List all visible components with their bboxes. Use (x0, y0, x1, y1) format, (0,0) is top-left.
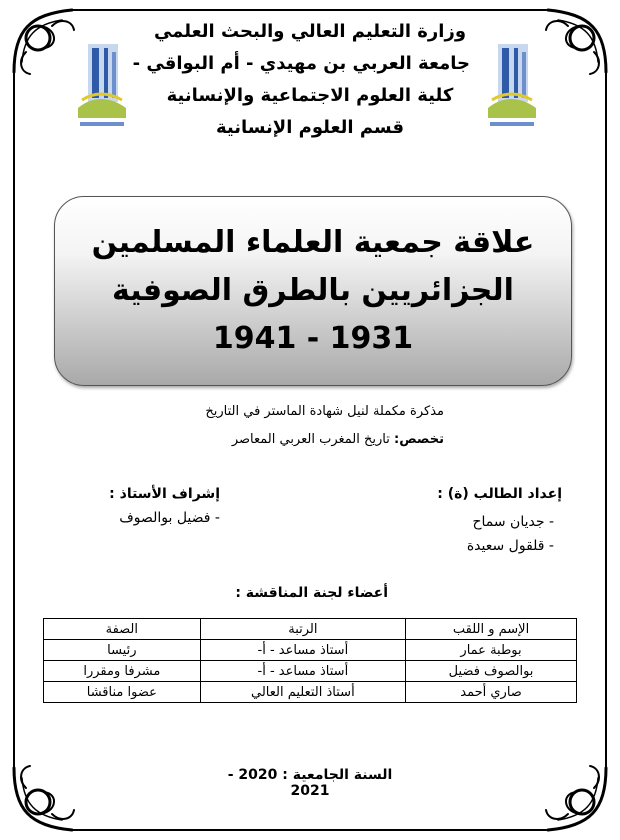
institution-header (132, 16, 470, 144)
table-row (44, 640, 577, 661)
member-rank: أستاذ مساعد - أ- (200, 640, 405, 661)
table-header-row (44, 619, 577, 640)
table-row (44, 661, 577, 682)
supervisor-name: - فضيل بوالصوف (119, 510, 220, 526)
thesis-title-box (54, 196, 572, 386)
table-row (44, 682, 577, 703)
specialization-value: تاريخ المغرب العربي المعاصر (231, 432, 390, 447)
university-logo-right (484, 38, 540, 136)
thesis-title: علاقة جمعية العلماء المسلمين الجزائريين بالطرق الصوفية 1931 - 1941 (91, 225, 535, 356)
university-logo-left (74, 38, 130, 136)
students-heading: إعداد الطالب (ة) : (437, 486, 562, 502)
column-header-rank: الرتبة (200, 619, 405, 640)
specialization (232, 432, 444, 447)
university-name: جامعة العربي بن مهيدي - أم البواقي - (132, 53, 470, 74)
student-name: - قلقول سعيدة (466, 538, 554, 554)
column-header-name: الإسم و اللقب (406, 619, 577, 640)
ministry-name: وزارة التعليم العالي والبحث العلمي (153, 21, 467, 42)
academic-year: السنة الجامعية : 2020 - 2021 (227, 767, 393, 799)
member-name: صاري أحمد (406, 682, 577, 703)
committee-heading: أعضاء لجنة المناقشة : (235, 585, 388, 601)
member-rank: أستاذ مساعد - أ- (200, 661, 405, 682)
committee-table (43, 618, 577, 703)
member-name: بوالصوف فضيل (406, 661, 577, 682)
student-name: - جديان سماح (472, 514, 554, 530)
member-name: بوطبة عمار (406, 640, 577, 661)
member-role: مشرفا ومقررا (44, 661, 201, 682)
supervisor-heading: إشراف الأستاذ : (109, 486, 220, 502)
specialization-label: تخصص: (394, 432, 444, 447)
member-rank: أستاذ التعليم العالي (200, 682, 405, 703)
faculty-name: كلية العلوم الاجتماعية والإنسانية (166, 85, 454, 106)
member-role: رئيسا (44, 640, 201, 661)
member-role: عضوا مناقشا (44, 682, 201, 703)
degree-statement: مذكرة مكملة لنيل شهادة الماستر في التاريخ (205, 404, 444, 419)
students-block (437, 486, 562, 558)
department-name: قسم العلوم الإنسانية (215, 117, 405, 138)
supervisor-block (109, 486, 220, 526)
column-header-role: الصفة (44, 619, 201, 640)
